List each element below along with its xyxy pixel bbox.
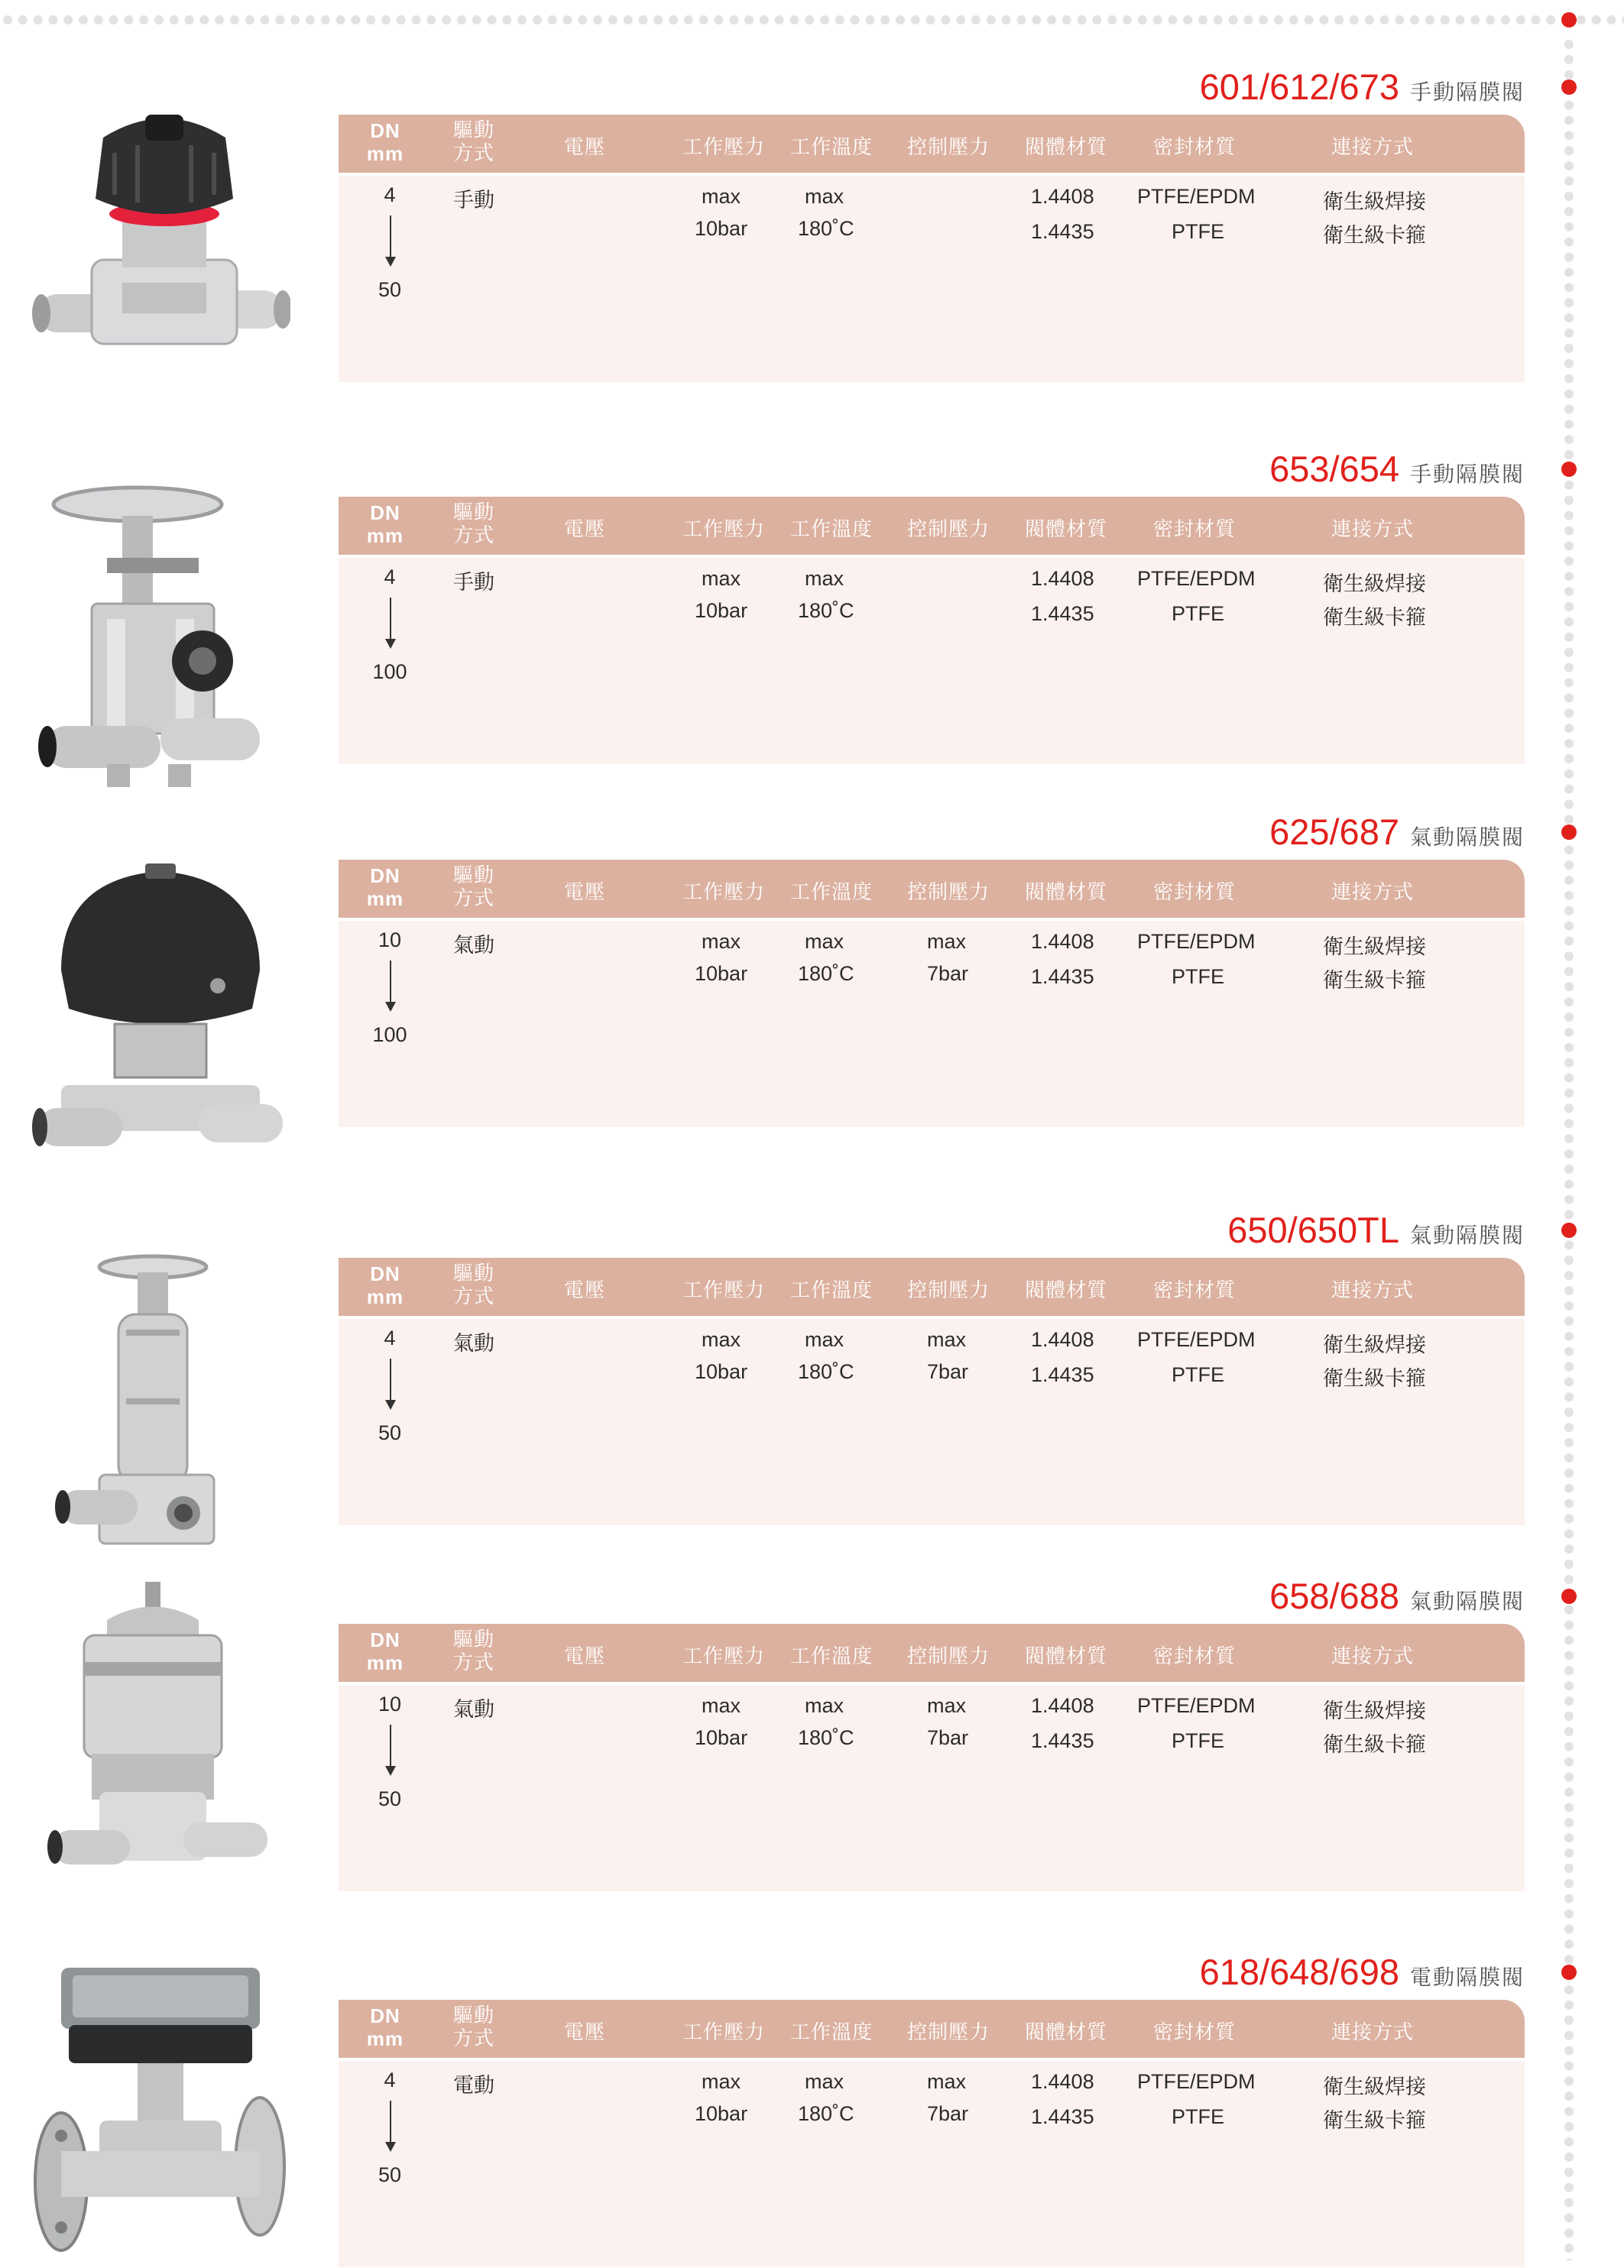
dn-range-arrow xyxy=(390,1359,391,1401)
valve-type: 電動隔膜閥 xyxy=(1409,1965,1525,1990)
seal-material-line2: PTFE xyxy=(1172,602,1225,625)
header-control-pressure: 控制壓力 xyxy=(907,136,990,159)
header-body-material: 閥體材質 xyxy=(1025,881,1108,904)
section-title xyxy=(1200,66,1525,112)
header-mm-label: mm xyxy=(366,1651,404,1674)
product-photo xyxy=(31,1246,290,1567)
working-temperature-line2: 180˚C xyxy=(798,1360,854,1383)
dn-range-arrow xyxy=(390,961,391,1003)
header-working-temperature: 工作溫度 xyxy=(790,2021,874,2044)
working-temperature-line2: 180˚C xyxy=(798,962,854,985)
working-pressure-line1: max xyxy=(702,567,741,590)
connection-line2: 衛生級卡箍 xyxy=(1323,606,1426,630)
top-red-dot xyxy=(1561,12,1577,28)
header-mm-label: mm xyxy=(366,2027,404,2050)
spec-table-header xyxy=(339,497,1525,555)
header-connection: 連接方式 xyxy=(1331,136,1415,159)
spec-table-row xyxy=(339,1316,1525,1525)
header-control-pressure: 控制壓力 xyxy=(907,518,990,541)
header-connection: 連接方式 xyxy=(1331,1645,1415,1668)
header-voltage: 電壓 xyxy=(564,136,606,159)
control-pressure-line2: 7bar xyxy=(927,1360,969,1383)
header-dn xyxy=(358,1262,412,1308)
control-pressure-line2: 7bar xyxy=(927,2102,969,2125)
header-drive-line2: 方式 xyxy=(453,524,495,547)
body-material-line1: 1.4408 xyxy=(1031,2070,1094,2093)
seal-material-line2: PTFE xyxy=(1172,965,1225,988)
header-control-pressure: 控制壓力 xyxy=(907,1645,990,1668)
valve-type: 手動隔膜閥 xyxy=(1409,79,1525,105)
header-mm-label: mm xyxy=(366,524,404,547)
section-red-dot xyxy=(1561,825,1577,840)
control-pressure-line2: 7bar xyxy=(927,962,969,985)
working-pressure-line1: max xyxy=(702,930,741,953)
header-working-pressure: 工作壓力 xyxy=(682,136,766,159)
header-drive xyxy=(453,501,494,547)
working-temperature-line2: 180˚C xyxy=(798,599,854,622)
body-material-line2: 1.4435 xyxy=(1031,602,1094,625)
header-drive-line1: 驅動 xyxy=(453,864,495,887)
header-dn-label: DN xyxy=(370,119,400,142)
body-material-line1: 1.4408 xyxy=(1031,567,1094,590)
drive-method: 氣動 xyxy=(453,1698,494,1722)
connection-line1: 衛生級焊接 xyxy=(1323,1333,1426,1357)
model-number: 653/654 xyxy=(1269,449,1399,489)
header-dn xyxy=(358,864,412,910)
spec-table-row xyxy=(339,2058,1525,2267)
header-body-material: 閥體材質 xyxy=(1025,1279,1108,1302)
valve-type: 氣動隔膜閥 xyxy=(1409,1223,1525,1248)
body-material-line1: 1.4408 xyxy=(1031,930,1094,953)
working-pressure-line1: max xyxy=(702,1694,741,1717)
header-working-temperature: 工作溫度 xyxy=(790,136,874,159)
header-drive-line1: 驅動 xyxy=(453,1262,495,1285)
section-title xyxy=(1269,1575,1525,1621)
header-working-temperature: 工作溫度 xyxy=(790,1279,874,1302)
seal-material-line2: PTFE xyxy=(1172,1363,1225,1386)
connection-line2: 衛生級卡箍 xyxy=(1323,224,1426,248)
header-mm-label: mm xyxy=(366,887,404,910)
drive-method: 氣動 xyxy=(453,934,494,957)
product-photo xyxy=(31,107,290,397)
working-pressure-line1: max xyxy=(702,185,741,208)
body-material-line1: 1.4408 xyxy=(1031,1328,1094,1351)
section-red-dot xyxy=(1561,1965,1577,1980)
valve-illustration xyxy=(31,107,290,397)
dn-range-arrow-head xyxy=(385,1400,396,1410)
seal-material-line1: PTFE/EPDM xyxy=(1137,1694,1256,1717)
header-dn-label: DN xyxy=(370,864,400,887)
section-title xyxy=(1200,1951,1525,1997)
header-working-pressure: 工作壓力 xyxy=(682,518,766,541)
dn-range-arrow xyxy=(390,1725,391,1767)
header-seal-material: 密封材質 xyxy=(1153,2021,1237,2044)
seal-material-line1: PTFE/EPDM xyxy=(1137,567,1256,590)
dn-range-arrow-head xyxy=(385,1766,396,1776)
connection-line1: 衛生級焊接 xyxy=(1323,2075,1426,2099)
header-drive-line1: 驅動 xyxy=(453,2004,495,2027)
header-connection: 連接方式 xyxy=(1331,2021,1415,2044)
dn-range-arrow xyxy=(390,598,391,640)
header-seal-material: 密封材質 xyxy=(1153,518,1237,541)
header-seal-material: 密封材質 xyxy=(1153,1279,1237,1302)
dn-max: 50 xyxy=(378,1787,402,1810)
dn-min: 4 xyxy=(384,183,396,206)
body-material-line2: 1.4435 xyxy=(1031,1363,1094,1386)
product-photo xyxy=(31,1578,290,1899)
seal-material-line1: PTFE/EPDM xyxy=(1137,185,1256,208)
connection-line1: 衛生級焊接 xyxy=(1323,1699,1426,1723)
seal-material-line1: PTFE/EPDM xyxy=(1137,1328,1256,1351)
body-material-line1: 1.4408 xyxy=(1031,1694,1094,1717)
working-temperature-line1: max xyxy=(805,1328,844,1351)
dn-min: 10 xyxy=(378,928,402,951)
valve-illustration xyxy=(31,856,290,1162)
header-connection: 連接方式 xyxy=(1331,518,1415,541)
product-photo xyxy=(31,474,290,795)
section-red-dot xyxy=(1561,1223,1577,1238)
section-red-dot xyxy=(1561,1589,1577,1604)
control-pressure-line1: max xyxy=(927,2070,967,2093)
header-working-pressure: 工作壓力 xyxy=(682,2021,766,2044)
dn-max: 50 xyxy=(378,2163,402,2186)
dn-range-arrow-head xyxy=(385,1002,396,1012)
valve-illustration xyxy=(31,474,290,795)
section-red-dot xyxy=(1561,462,1577,477)
body-material-line2: 1.4435 xyxy=(1031,965,1094,988)
header-dn xyxy=(358,501,412,547)
dn-range-arrow-head xyxy=(385,257,396,267)
body-material-line2: 1.4435 xyxy=(1031,1729,1094,1752)
section-title xyxy=(1269,811,1525,857)
spec-table-row xyxy=(339,555,1525,764)
header-seal-material: 密封材質 xyxy=(1153,1645,1237,1668)
control-pressure-line2: 7bar xyxy=(927,1726,969,1749)
seal-material-line2: PTFE xyxy=(1172,220,1225,243)
header-mm-label: mm xyxy=(366,142,404,165)
spec-table-header xyxy=(339,115,1525,173)
header-mm-label: mm xyxy=(366,1285,404,1308)
right-dotted-border xyxy=(1561,37,1577,2260)
header-drive-line1: 驅動 xyxy=(453,119,495,142)
valve-type: 氣動隔膜閥 xyxy=(1409,825,1525,850)
dn-range-arrow xyxy=(390,2101,391,2143)
seal-material-line1: PTFE/EPDM xyxy=(1137,930,1256,953)
header-control-pressure: 控制壓力 xyxy=(907,881,990,904)
working-pressure-line1: max xyxy=(702,1328,741,1351)
header-dn-label: DN xyxy=(370,1262,400,1285)
header-drive-line1: 驅動 xyxy=(453,1628,495,1651)
section-title xyxy=(1269,448,1525,494)
model-number: 658/688 xyxy=(1269,1576,1399,1616)
header-dn xyxy=(358,119,412,165)
working-pressure-line2: 10bar xyxy=(695,599,748,622)
header-drive xyxy=(453,864,494,910)
valve-type: 氣動隔膜閥 xyxy=(1409,1589,1525,1614)
header-working-temperature: 工作溫度 xyxy=(790,1645,874,1668)
section-title xyxy=(1227,1209,1525,1255)
top-dotted-border xyxy=(0,12,1624,28)
header-body-material: 閥體材質 xyxy=(1025,136,1108,159)
spec-table-header xyxy=(339,1624,1525,1682)
working-pressure-line2: 10bar xyxy=(695,217,748,240)
header-voltage: 電壓 xyxy=(564,1279,606,1302)
working-temperature-line2: 180˚C xyxy=(798,217,854,240)
drive-method: 手動 xyxy=(453,571,494,595)
working-pressure-line2: 10bar xyxy=(695,2102,748,2125)
spec-table-row xyxy=(339,918,1525,1127)
header-drive xyxy=(453,1262,494,1308)
header-drive-line2: 方式 xyxy=(453,887,495,910)
header-seal-material: 密封材質 xyxy=(1153,136,1237,159)
model-number: 625/687 xyxy=(1269,812,1399,852)
header-connection: 連接方式 xyxy=(1331,1279,1415,1302)
header-voltage: 電壓 xyxy=(564,2021,606,2044)
connection-line2: 衛生級卡箍 xyxy=(1323,1367,1426,1391)
connection-line1: 衛生級焊接 xyxy=(1323,935,1426,959)
working-temperature-line1: max xyxy=(805,930,844,953)
working-temperature-line1: max xyxy=(805,2070,844,2093)
header-control-pressure: 控制壓力 xyxy=(907,2021,990,2044)
header-voltage: 電壓 xyxy=(564,518,606,541)
header-drive xyxy=(453,1628,494,1674)
working-pressure-line2: 10bar xyxy=(695,1360,748,1383)
header-working-pressure: 工作壓力 xyxy=(682,1645,766,1668)
control-pressure-line1: max xyxy=(927,1694,967,1717)
spec-table-header xyxy=(339,2000,1525,2058)
connection-line2: 衛生級卡箍 xyxy=(1323,1733,1426,1757)
header-dn-label: DN xyxy=(370,501,400,524)
dn-max: 100 xyxy=(372,1023,407,1046)
drive-method: 電動 xyxy=(453,2074,494,2098)
drive-method: 氣動 xyxy=(453,1332,494,1356)
header-dn-label: DN xyxy=(370,1628,400,1651)
dn-range-arrow-head xyxy=(385,639,396,649)
header-drive-line1: 驅動 xyxy=(453,501,495,524)
working-pressure-line2: 10bar xyxy=(695,962,748,985)
dn-range-arrow-head xyxy=(385,2142,396,2152)
dn-min: 4 xyxy=(384,2069,396,2091)
header-working-pressure: 工作壓力 xyxy=(682,881,766,904)
valve-illustration xyxy=(31,1578,290,1899)
model-number: 618/648/698 xyxy=(1199,1952,1399,1992)
dn-min: 10 xyxy=(378,1693,402,1716)
control-pressure-line1: max xyxy=(927,1328,967,1351)
connection-line1: 衛生級焊接 xyxy=(1323,572,1426,596)
header-working-temperature: 工作溫度 xyxy=(790,518,874,541)
header-working-temperature: 工作溫度 xyxy=(790,881,874,904)
dn-max: 50 xyxy=(378,1421,402,1444)
working-pressure-line1: max xyxy=(702,2070,741,2093)
spec-table-row xyxy=(339,173,1525,382)
dn-range-arrow xyxy=(390,215,391,258)
connection-line2: 衛生級卡箍 xyxy=(1323,2109,1426,2133)
dn-min: 4 xyxy=(384,1327,396,1349)
header-dn xyxy=(358,1628,412,1674)
connection-line2: 衛生級卡箍 xyxy=(1323,969,1426,993)
header-voltage: 電壓 xyxy=(564,881,606,904)
header-dn xyxy=(358,2004,412,2050)
working-temperature-line1: max xyxy=(805,185,844,208)
working-temperature-line2: 180˚C xyxy=(798,1726,854,1749)
working-temperature-line2: 180˚C xyxy=(798,2102,854,2125)
working-temperature-line1: max xyxy=(805,567,844,590)
seal-material-line2: PTFE xyxy=(1172,1729,1225,1752)
header-working-pressure: 工作壓力 xyxy=(682,1279,766,1302)
header-body-material: 閥體材質 xyxy=(1025,1645,1108,1668)
header-drive-line2: 方式 xyxy=(453,142,495,165)
body-material-line1: 1.4408 xyxy=(1031,185,1094,208)
valve-illustration xyxy=(31,1246,290,1567)
dn-min: 4 xyxy=(384,565,396,588)
header-connection: 連接方式 xyxy=(1331,881,1415,904)
dn-max: 100 xyxy=(372,660,407,683)
body-material-line2: 1.4435 xyxy=(1031,2105,1094,2128)
control-pressure-line1: max xyxy=(927,930,967,953)
drive-method: 手動 xyxy=(453,189,494,212)
header-dn-label: DN xyxy=(370,2004,400,2027)
working-temperature-line1: max xyxy=(805,1694,844,1717)
header-seal-material: 密封材質 xyxy=(1153,881,1237,904)
valve-illustration xyxy=(31,1960,290,2266)
dn-max: 50 xyxy=(378,278,402,301)
product-photo xyxy=(31,1960,290,2266)
valve-type: 手動隔膜閥 xyxy=(1409,462,1525,487)
header-drive xyxy=(453,2004,494,2050)
header-voltage: 電壓 xyxy=(564,1645,606,1668)
header-body-material: 閥體材質 xyxy=(1025,2021,1108,2044)
spec-table-header xyxy=(339,860,1525,918)
header-drive-line2: 方式 xyxy=(453,1651,495,1674)
spec-table-header xyxy=(339,1258,1525,1316)
model-number: 601/612/673 xyxy=(1199,66,1399,107)
header-control-pressure: 控制壓力 xyxy=(907,1279,990,1302)
working-pressure-line2: 10bar xyxy=(695,1726,748,1749)
connection-line1: 衛生級焊接 xyxy=(1323,190,1426,214)
header-drive xyxy=(453,119,494,165)
header-drive-line2: 方式 xyxy=(453,1285,495,1308)
header-drive-line2: 方式 xyxy=(453,2027,495,2050)
spec-table-row xyxy=(339,1682,1525,1891)
seal-material-line1: PTFE/EPDM xyxy=(1137,2070,1256,2093)
model-number: 650/650TL xyxy=(1227,1210,1399,1250)
body-material-line2: 1.4435 xyxy=(1031,220,1094,243)
seal-material-line2: PTFE xyxy=(1172,2105,1225,2128)
section-red-dot xyxy=(1561,79,1577,95)
product-photo xyxy=(31,856,290,1162)
header-body-material: 閥體材質 xyxy=(1025,518,1108,541)
